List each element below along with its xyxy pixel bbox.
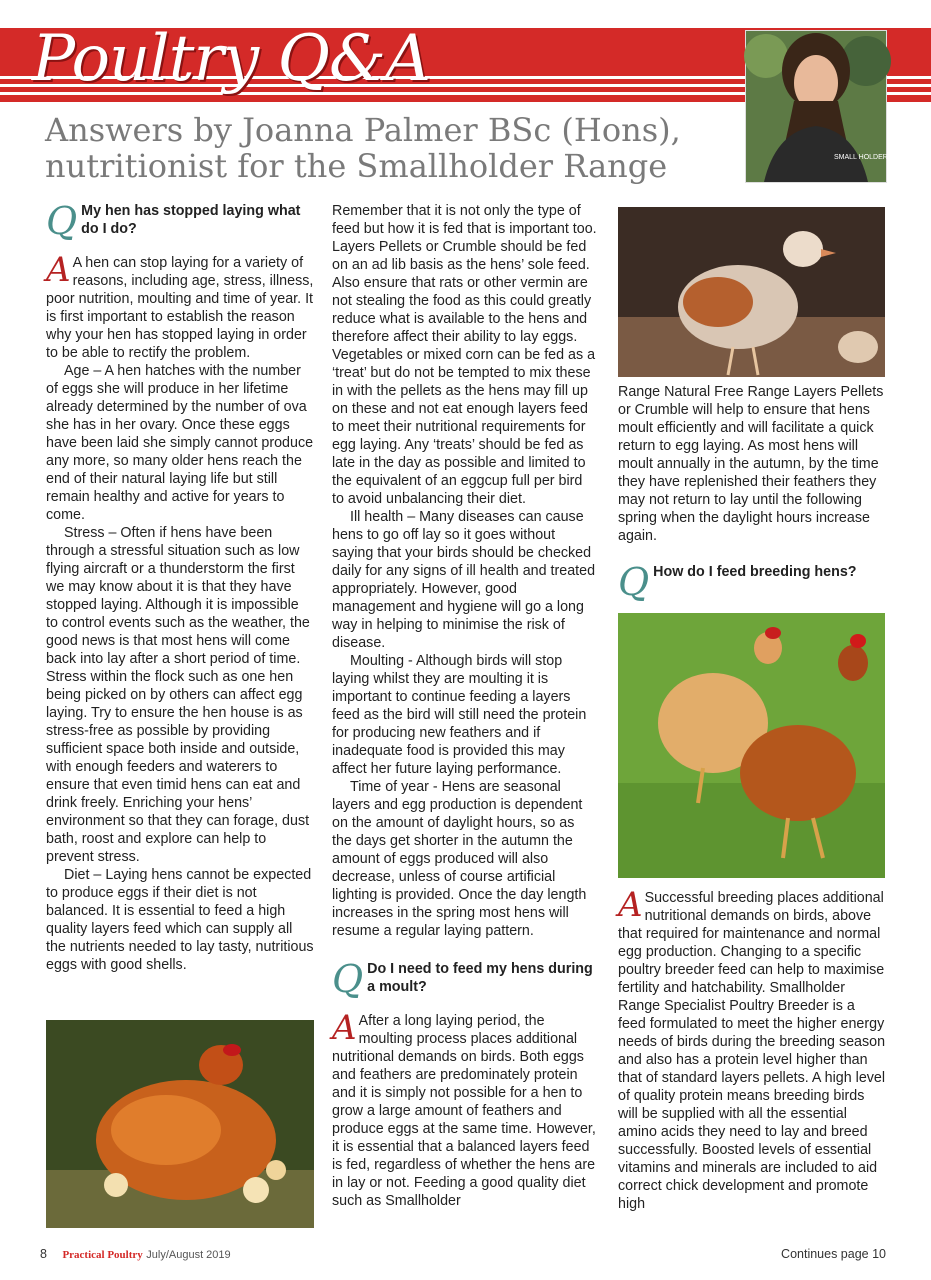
issue-date: July/August 2019	[146, 1249, 231, 1261]
question-block	[618, 560, 886, 604]
column-3	[618, 383, 886, 609]
answer-paragraph: After a long laying period, the moulting process places additional nutritional demands on birds. Both eggs and feathers are predominately protein and it is simply not possible for a hen to grow a large amount of feathers and produce eggs at the same time. However, it is essential that a balanced layers feed is fed, regardless of whether the hens are in lay or not. Feeding a good quality diet such as Smallholder	[332, 1013, 596, 1209]
page-number: 8	[40, 1247, 47, 1261]
column-2	[332, 202, 598, 1210]
question-mark: Q	[332, 957, 364, 1001]
body-paragraph: Age – A hen hatches with the number of eggs she will produce in her lifetime already determined by the number of ova she has in her ovary. Once these eggs have been laid she simply cannot produce any more, so many older hens reach the end of their natural laying life but still remain healthy and active for years to come.	[46, 363, 314, 523]
body-paragraph: Stress – Often if hens have been through a stressful situation such as low flying aircraft or a thunderstorm the first we may know about it is that they have stopped laying. Although it is impossible to control events such as the weather, the good news is that most hens will come back into lay after a short period of time. Stress within the flock such as one hen being picked on by others can affect egg laying. Try to ensure the hen house is as stress-free as possible by providing sufficient space both inside and outside, with enough feeders and waterers to ensure that even timid hens can eat and drink freely. Enriching your hens’ environment so that they can forage, dust bath, roost and explore can help to prevent stress.	[46, 525, 310, 865]
body-paragraph: Remember that it is not only the type of feed but how it is fed that is important too. Layers Pellets or Crumble should be fed on an ad lib basis as the hens’ sole feed. Also ensure that rats or other vermin are not stealing the food as this could greatly reduce what is available to the hens and therefore affect their ability to lay eggs. Vegetables or mixed corn can be fed as a ‘treat’ but do not be tempted to mix these in with the pellets as the hens may fill up on these and not eat enough layers feed to meet their nutritional requirements for egg laying. Any ‘treats’ should be fed as late in the day as possible and limited to the equivalent of an eggcup full per bird to avoid unbalancing their diet.	[332, 203, 597, 507]
body-paragraph: Diet – Laying hens cannot be expected to produce eggs if their diet is not balanced. It is essential to feed a high quality layers feed which can supply all the nutrients needed to lay tasty, nutritious eggs with good shells.	[46, 867, 314, 973]
answer-paragraph: Successful breeding places additional nutritional demands on birds, above that required for maintenance and normal egg production. Changing to a specific poultry breeder feed can help to maximise fertility and hatchability. Smallholder Range Specialist Poultry Breeder is a feed formulated to meet the higher energy needs of birds during the breeding season and also has a protein level higher than that of standard layers pellets. A high level of quality protein means breeding birds will be supplied with all the essential amino acids they need to lay and breed successfully. Boosted levels of essential vitamins and minerals are included to aid correct chick development and promote high	[618, 890, 886, 1212]
answer-mark: A	[46, 250, 71, 290]
subtitle-line-2: nutritionist for the Smallholder Range	[45, 147, 668, 185]
body-paragraph: Range Natural Free Range Layers Pellets or Crumble will help to ensure that hens moult efficiently and will facilitate a quick return to egg laying. As most hens will moult annually in the autumn, by the time they have replenished their feathers they may not return to lay until the following spring when the daylight hours increase again.	[618, 384, 884, 544]
young-bird-photo	[618, 207, 885, 377]
subtitle	[45, 112, 735, 184]
column-3-continued	[618, 885, 886, 1213]
author-portrait-photo	[745, 30, 915, 183]
body-paragraph: Ill health – Many diseases can cause hens to go off lay so it goes without saying that your birds should be checked daily for any signs of ill health and treated appropriately. However, good management and hygiene will go a long way in helping to minimise the risk of disease.	[332, 509, 596, 651]
body-paragraph: Moulting - Although birds will stop laying whilst they are moulting it is important to continue feeding a layers feed as the bird will still need the protein for producing new feathers and if inadequate food is provided this may affect her future laying performance.	[332, 653, 587, 777]
two-hens-photo	[618, 613, 885, 878]
body-paragraph: Time of year - Hens are seasonal layers and egg production is dependent on the amount of daylight hours, so as the days get shorter in the autumn the amount of eggs produced will also decrease, unless of course artificial lighting is provided. Once the day length increases in the spring most hens will resume a regular laying pattern.	[332, 779, 587, 939]
subtitle-line-1: Answers by Joanna Palmer BSc (Hons),	[45, 111, 681, 149]
answer-paragraph: A hen can stop laying for a variety of reasons, including age, stress, illness, poor nutrition, moulting and time of year. It is first important to establish the reason why your hen has stopped laying in order to be able to rectify the problem.	[46, 255, 314, 361]
page-title: Poultry Q&A	[32, 22, 431, 96]
question-text: Do I need to feed my hens during a moult?	[367, 961, 593, 995]
footer-left	[40, 1247, 231, 1261]
question-mark: Q	[46, 199, 78, 243]
answer-mark: A	[618, 885, 643, 925]
question-block	[46, 199, 314, 243]
answer-mark: A	[332, 1008, 357, 1048]
question-text: How do I feed breeding hens?	[653, 564, 857, 580]
question-text: My hen has stopped laying what do I do?	[81, 203, 301, 237]
question-block	[332, 957, 598, 1001]
continues-note: Continues page 10	[781, 1247, 886, 1261]
question-mark: Q	[618, 560, 650, 604]
hen-with-chicks-photo	[46, 1020, 314, 1228]
magazine-name: Practical Poultry	[62, 1249, 143, 1261]
column-1	[46, 199, 314, 974]
portrait-shirt-text: SMALL HOLDER RANGE	[834, 154, 915, 161]
